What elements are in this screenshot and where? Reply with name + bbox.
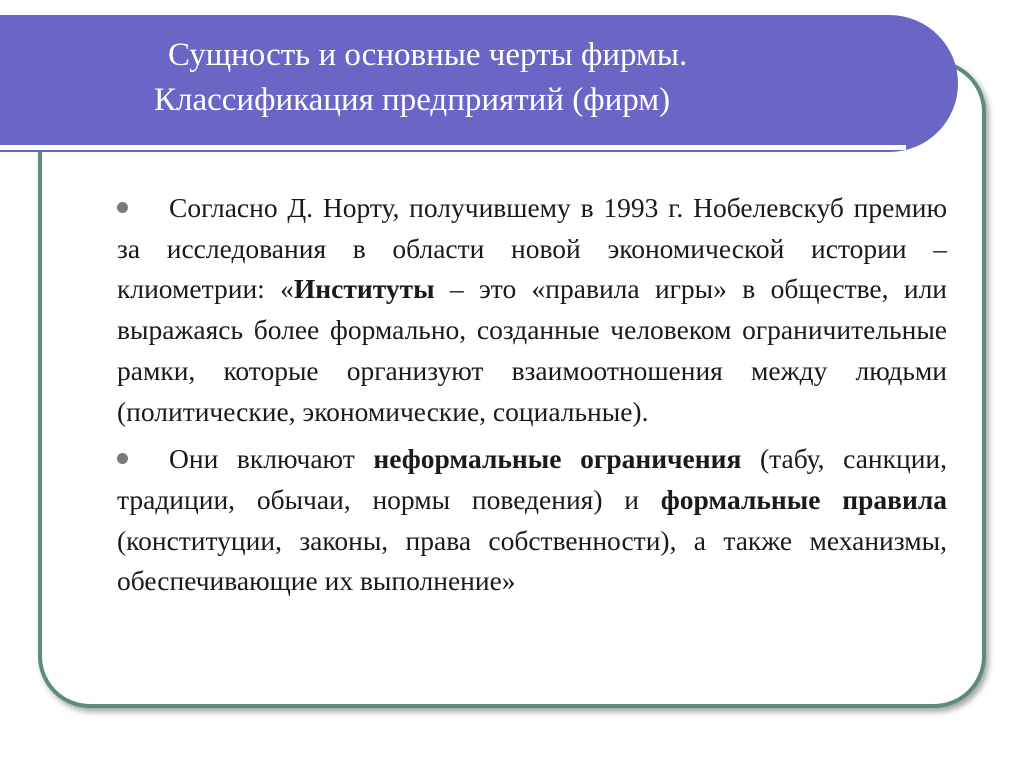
text-segment: (конституции, законы, права собственности), а также механизмы, обеспечивающие их выполнение» xyxy=(117,524,947,597)
text-segment: Они включают xyxy=(169,443,374,475)
bullet-text xyxy=(117,439,947,602)
text-segment: (табу, санкции, традиции, обычаи, нормы поведения) и xyxy=(117,443,947,515)
bullet-text xyxy=(117,188,947,432)
body-text xyxy=(117,188,947,609)
bullet-item-2 xyxy=(117,439,947,602)
text-segment: – это «правила игры» в обществе, или выражаясь более формально, созданные человеком ограничительные рамки, которые организуют взаимоотношения между людьми (политические, экономические, социальные). xyxy=(117,273,948,427)
text-segment-bold: Институты xyxy=(293,273,435,305)
text-segment-bold: формальные правила xyxy=(660,483,947,515)
slide-title xyxy=(154,33,868,123)
text-segment-bold: неформальные ограничения xyxy=(373,443,742,475)
title-line-1: Сущность и основные черты фирмы. xyxy=(168,37,688,73)
title-line-2: Классификация предприятий (фирм) xyxy=(154,82,671,118)
bullet-dot-icon xyxy=(117,202,128,213)
bullet-item-1 xyxy=(117,188,947,432)
text-segment: Согласно Д. Норту, получившему в 1993 г. Нобелевскуб премию за исследования в области новой экономической истории – клиометрии: « xyxy=(117,192,947,305)
title-underline xyxy=(0,145,906,150)
